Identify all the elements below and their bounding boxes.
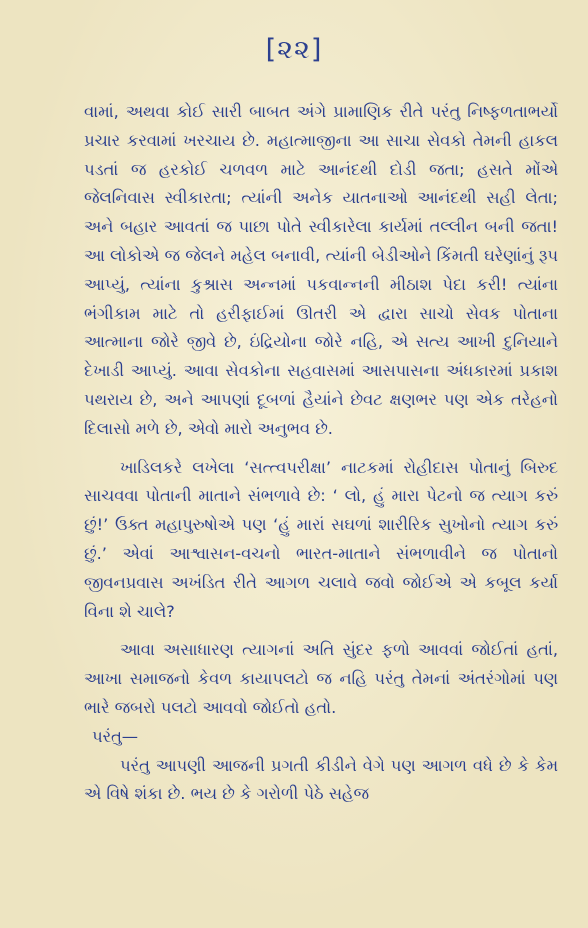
paragraph-4: પરંતુ આપણી આજની પ્રગતી કીડીને વેગે પણ આગળ વધે છે કે કેમ એ વિષે શંકા છે. ભય છે કે ગરોળી પેઠે સહેજ: [84, 755, 558, 804]
paragraph-short-line: પરંતુ—: [92, 726, 139, 746]
page-number: [૨૨]: [265, 34, 323, 65]
paragraph-1: વામાં, અથવા કોઈ સારી બાબત અંગે પ્રામાણિક રીતે પરંતુ નિષ્ફળતાભર્યો પ્રચાર કરવામાં ખરચાય છે. મહાત્માજીના આ સાચા સેવકો તેમની હાકલ પડતાં જ હરકોઈ ચળવળ માટે આનંદથી દોડી જતા; હસતે મોંએ જેલનિવાસ સ્વીકારતા; ત્યાંની અનેક યાતનાઓ આનંદથી સહી લેતા; અને બહાર આવતાં જ પાછા પોતે સ્વીકારેલા કાર્યમાં તલ્લીન બની જતા! આ લોકોએ જ જેલને મહેલ બનાવી, ત્યાંની બેડીઓને કિંમતી ઘરેણાંનું રૂપ આપ્યું, ત્યાંના કુશ્રાસ અન્નમાં પકવાન્નની મીઠાશ પેદા કરી! ત્યાંના ભંગીકામ માટે તો હરીફાઈમાં ઊતરી એ દ્વારા સાચો સેવક પોતાના આત્માના જોરે જીવે છે, ઇંદ્રિયોના જોરે નહિ, એ સત્ય આખી દુનિયાને દેખાડી આપ્યું. આવા સેવકોના સહવાસમાં આસપાસના અંધકારમાં પ્રકાશ પથરાય છે, અને આપણાં દૂબળાં હૈયાંને છેવટ ક્ષણભર પણ એક તરેહનો દિલાસો મળે છે, એવો મારો અનુભવ છે.: [84, 102, 558, 438]
paragraph-2: ખાડિલકરે લખેલા ‘સત્ત્વપરીક્ષા’ નાટકમાં રોહીદાસ પોતાનું બિરુદ સાચવવા પોતાની માતાને સંભળાવે છે: ‘ લો, હું મારા પેટનો જ ત્યાગ કરું છું!’ ઉક્ત મહાપુરુષોએ પણ ‘હું મારાં સઘળાં શારીરિક સુખોનો ત્યાગ કરું છું.’ એવાં આશ્વાસન-વચનો ભારત-માતાને સંભળાવીને જ પોતાનો જીવનપ્રવાસ અખંડિત રીતે આગળ ચલાવે જવો જોઈએ એ કબૂલ કર્યા વિના શે ચાલે?: [84, 457, 558, 621]
paragraph-3: આવા અસાધારણ ત્યાગનાં અતિ સુંદર ફળો આવવાં જોઈતાં હતાં, આખા સમાજનો કેવળ કાયાપલટો જ નહિ પરંતુ તેમનાં અંતરંગોમાં પણ ભારે જબરો પલટો આવવો જોઈતો હતો.: [84, 640, 558, 717]
